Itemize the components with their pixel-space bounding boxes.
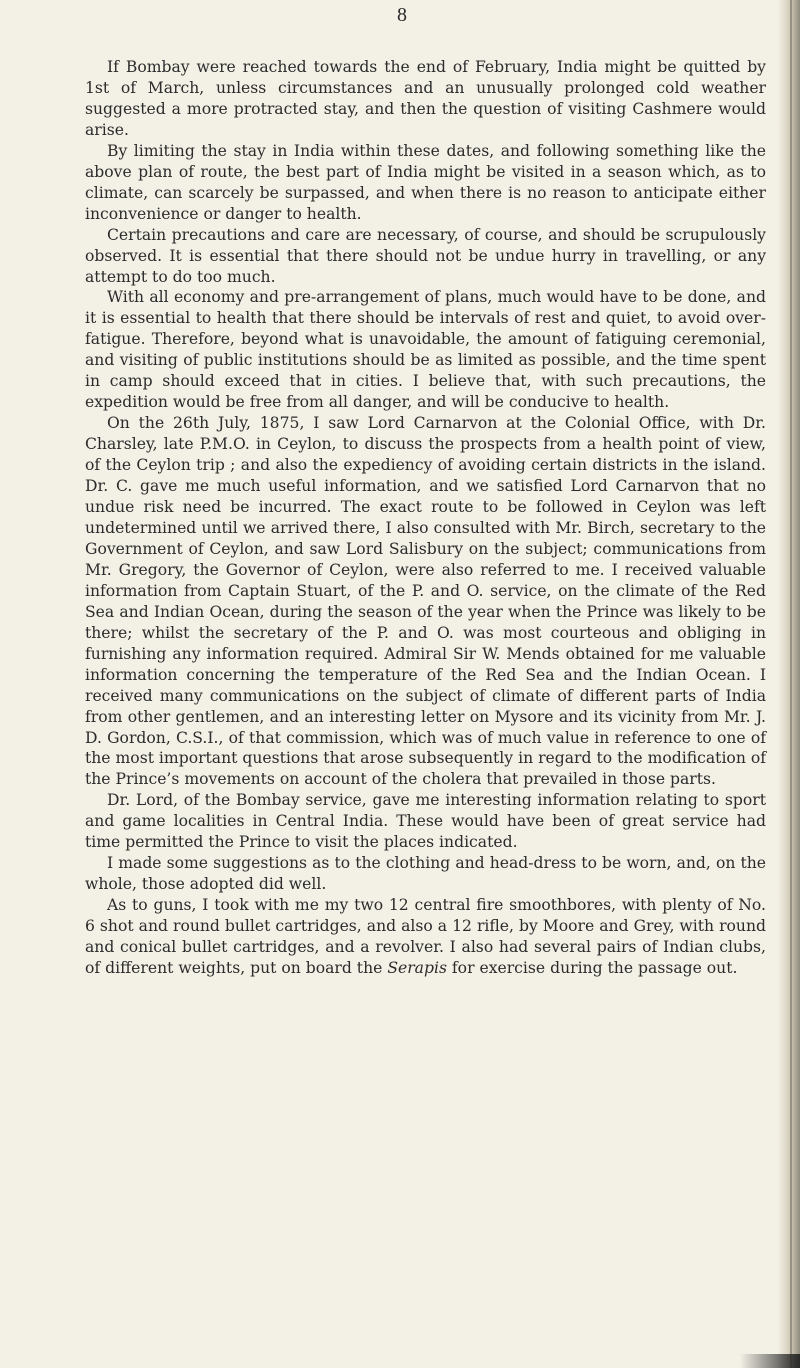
paragraph: On the 26th July, 1875, I saw Lord Carnarvon at the Colonial Office, with Dr. Charsley, late P.M.O. in Ceylon, to discuss the prospects from a health point of view, of the Ceylon trip ; and also the expediency of avoiding certain districts in the island. Dr. C. gave me much useful information, and we satisfied Lord Carnarvon that no undue risk need be incurred. The exact route to be followed in Ceylon was left undetermined until we arrived there, I also consulted with Mr. Birch, secretary to the Government of Ceylon, and saw Lord Salisbury on the subject; communications from Mr. Gregory, the Governor of Ceylon, were also referred to me. I received valuable information from Captain Stuart, of the P. and O. service, on the climate of the Red Sea and Indian Ocean, during the season of the year when the Prince was likely to be there; whilst the secretary of the P. and O. was most courteous and obliging in furnishing any information required. Admiral Sir W. Mends obtained for me valuable information concerning the temperature of the Red Sea and the Indian Ocean. I received many communications on the subject of climate of different parts of India from other gentlemen, and an interesting letter on Mysore and its vicinity from Mr. J. D. Gordon, C.S.I., of that commission, which was of much value in reference to one of the most important questions that arose subsequently in regard to the modification of the Prince’s movements on account of the cholera that prevailed in those parts. [85,414,766,789]
paragraph: Dr. Lord, of the Bombay service, gave me interesting information relating to sport and game localities in Central India. These would have been of great service had time permitted the Prince to visit the places indicated. [85,791,766,852]
paragraph: As to guns, I took with me my two 12 central fire smoothbores, with plenty of No. 6 shot and round bullet cartridges, and also a 12 rifle, by Moore and Grey, with round and conical bullet cartridges, and a revolver. I also had several pairs of Indian clubs, of different weights, put on board the Serapis for exercise during the passage out. [85,896,766,977]
scan-corner-mark [740,1354,800,1368]
paragraph: By limiting the stay in India within these dates, and following something like the above plan of route, the best part of India might be visited in a season which, as to climate, can scarcely be surpassed, and when there is no reason to anticipate either inconvenience or danger to health. [85,141,766,223]
paragraph: If Bombay were reached towards the end of February, India might be quitted by 1st of March, unless circumstances and an unusually prolonged cold weather suggested a more protracted stay, and then the question of visiting Cashmere would arise. [85,58,766,139]
body-text [85,57,766,979]
paragraph: I made some suggestions as to the clothing and head-dress to be worn, and, on the whole, those adopted did well. [85,854,766,894]
page-edge-line [790,0,792,1368]
paragraph: With all economy and pre-arrangement of plans, much would have to be done, and it is essential to health that there should be intervals of rest and quiet, to avoid over-fatigue. Therefore, beyond what is unavoidable, the amount of fatiguing ceremonial, and visiting of public institutions should be as limited as possible, and the time spent in camp should exceed that in cities. I believe that, with such precautions, the expedition would be free from all danger, and will be conducive to health. [85,288,766,412]
page-number: 8 [397,4,407,26]
page-edge-shadow [778,0,800,1368]
paragraph: Certain precautions and care are necessary, of course, and should be scrupulously observed. It is essential that there should not be undue hurry in travelling, or any attempt to do too much. [85,225,766,286]
